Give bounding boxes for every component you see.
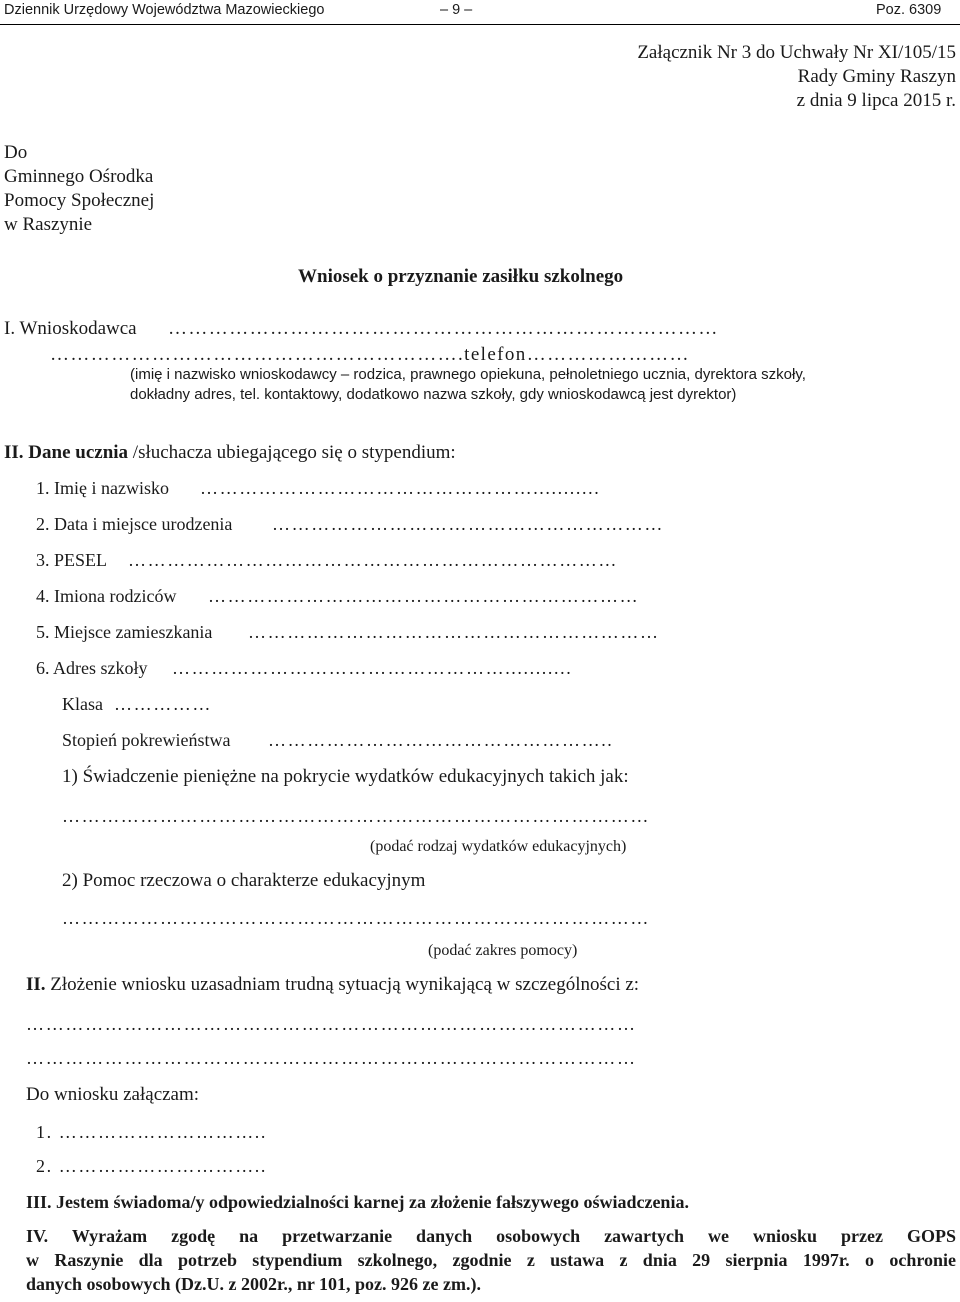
field-dots-pesel: ………………………………………………………………… — [128, 550, 618, 570]
field-label-school: 6. Adres szkoły — [36, 658, 148, 678]
consent-line-1: IV. Wyrażam zgodę na przetwarzanie danych osobowych zawartych we wniosku przez GOPS — [26, 1226, 956, 1246]
benefit-1-dots: ……………………………………………………………………………… — [62, 806, 650, 826]
applicant-dots-2: …………………………………………………….telefon…………………… — [50, 344, 690, 365]
field-dots-school: ……………………………………………........... — [172, 658, 573, 678]
field-dots-birth: …………………………………………………… — [272, 514, 664, 534]
field-label-parents: 4. Imiona rodziców — [36, 586, 177, 606]
field-dots-relation: …………………………………………….. — [268, 730, 614, 750]
addressee-line: w Raszynie — [4, 214, 93, 235]
attachment-item-2: 2. ………………………….. — [36, 1156, 267, 1176]
consent-line-3: danych osobowych (Dz.U. z 2002r., nr 101, poz. 926 ze zm.). — [26, 1274, 481, 1294]
form-title: Wniosek o przyznanie zasiłku szkolnego — [298, 266, 624, 287]
field-dots-name: ……………………………………………........... — [200, 478, 601, 498]
benefit-2-dots: ……………………………………………………………………………… — [62, 908, 650, 928]
section-2-heading-rest: /słuchacza ubiegającego się o stypendium: — [128, 442, 456, 463]
benefit-1-note: (podać rodzaj wydatków edukacyjnych) — [370, 838, 627, 855]
applicant-note-2: dokładny adres, tel. kontaktowy, dodatkowo nazwa szkoły, gdy wnioskodawcą jest dyrektor) — [130, 386, 737, 403]
field-dots-class: …………… — [114, 694, 212, 714]
justification-dots-2: ………………………………………………………………………………… — [26, 1048, 637, 1068]
liability-statement: III. Jestem świadoma/y odpowiedzialności karnej za złożenie fałszywego oświadczenia. — [26, 1192, 689, 1212]
field-label-address: 5. Miejsce zamieszkania — [36, 622, 213, 642]
consent-line-2: w Raszynie dla potrzeb stypendium szkolnego, zgodnie z ustawa z dnia 29 sierpnia 1997r. o ochronie — [26, 1250, 956, 1270]
journal-name: Dziennik Urzędowy Województwa Mazowieckiego — [4, 2, 325, 18]
header-divider — [0, 24, 960, 25]
field-label-class: Klasa — [62, 694, 103, 714]
position-number: Poz. 6309 — [876, 2, 942, 18]
benefit-1-label: 1) Świadczenie pieniężne na pokrycie wydatków edukacyjnych takich jak: — [62, 766, 629, 787]
attachment-line-3: z dnia 9 lipca 2015 r. — [796, 90, 956, 111]
benefit-2-label: 2) Pomoc rzeczowa o charakterze edukacyjnym — [62, 870, 426, 891]
page-number: – 9 – — [440, 2, 473, 18]
attachment-line-2: Rady Gminy Raszyn — [797, 66, 956, 87]
section-2-heading — [4, 442, 456, 464]
applicant-dots-1: ……………………………………………………………………… — [168, 318, 719, 339]
attachment-item-1: 1. ………………………….. — [36, 1122, 267, 1142]
section-1-heading: I. Wnioskodawca — [4, 318, 137, 339]
justification-dots-1: ………………………………………………………………………………… — [26, 1014, 637, 1034]
addressee-line: Do — [4, 142, 28, 163]
addressee-line: Gminnego Ośrodka — [4, 166, 154, 187]
field-dots-address: ……………………………………………………… — [248, 622, 660, 642]
applicant-note-1: (imię i nazwisko wnioskodawcy – rodzica, prawnego opiekuna, pełnoletniego ucznia, dyrektora szkoły, — [130, 366, 806, 383]
field-label-birth: 2. Data i miejsce urodzenia — [36, 514, 233, 534]
field-label-relation: Stopień pokrewieństwa — [62, 730, 231, 750]
attachment-line-1: Załącznik Nr 3 do Uchwały Nr XI/105/15 — [637, 42, 956, 63]
justification-heading — [26, 974, 639, 996]
justification-heading-bold: II. — [26, 974, 46, 995]
benefit-2-note: (podać zakres pomocy) — [428, 942, 578, 959]
field-dots-parents: ………………………………………………………… — [208, 586, 640, 606]
justification-heading-rest: Złożenie wniosku uzasadniam trudną sytuacją wynikającą w szczególności z: — [45, 974, 640, 995]
field-label-pesel: 3. PESEL — [36, 550, 108, 570]
section-2-heading-bold: II. Dane ucznia — [4, 442, 129, 463]
addressee-line: Pomocy Społecznej — [4, 190, 155, 211]
attachments-label: Do wniosku załączam: — [26, 1084, 200, 1105]
field-label-name: 1. Imię i nazwisko — [36, 478, 169, 498]
